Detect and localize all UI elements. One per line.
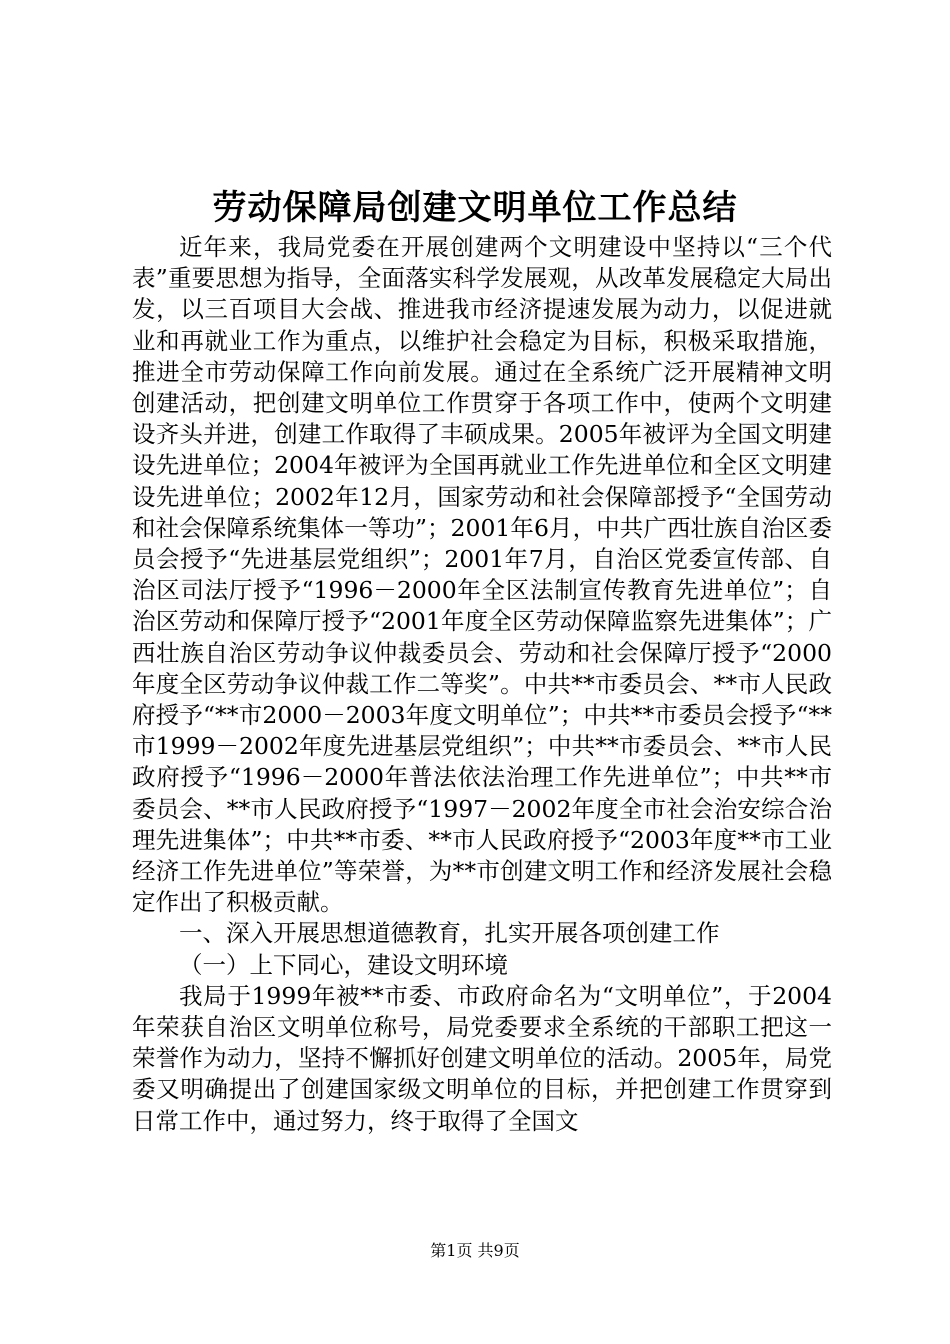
document-title: 劳动保障局创建文明单位工作总结 <box>212 188 738 228</box>
subsection-heading-1: （一）上下同心，建设文明环境 <box>179 950 508 979</box>
paragraph-intro: 近年来，我局党委在开展创建两个文明建设中坚持以“三个代表”重要思想为指导，全面落实科学发展观，从改革发展稳定大局出发，以三百项目大会战、推进我市经济提速发展为动力，以促进就业和再就业工作为重点，以维护社会稳定为目标，积极采取措施，推进全市劳动保障工作向前发展。通过在全系统广泛开展精神文明创建活动，把创建文明单位工作贯穿于各项工作中，使两个文明建设齐头并进，创建工作取得了丰硕成果。2005年被评为全国文明建设先进单位；2004年被评为全国再就业工作先进单位和全区文明建设先进单位；2002年12月，国家劳动和社会保障部授予“全国劳动和社会保障系统集体一等功”；2001年6月，中共广西壮族自治区委员会授予“先进基层党组织”；2001年7月，自治区党委宣传部、自治区司法厅授予“1996－2000年全区法制宣传教育先进单位”；自治区劳动和保障厅授予“2001年度全区劳动保障监察先进集体”；广西壮族自治区劳动争议仲裁委员会、劳动和社会保障厅授予“2000年度全区劳动争议仲裁工作二等奖”。中共**市委员会、**市人民政府授予“**市2000－2003年度文明单位”；中共**市委员会授予“**市1999－2002年度先进基层党组织”；中共**市委员会、**市人民政府授予“1996－2000年普法依法治理工作先进单位”；中共**市委员会、**市人民政府授予“1997－2002年度全市社会治安综合治理先进集体”；中共**市委、**市人民政府授予“2003年度**市工业经济工作先进单位”等荣誉，为**市创建文明工作和经济发展社会稳定作出了积极贡献。 <box>132 233 832 917</box>
document-body <box>132 232 832 1137</box>
page-number-footer: 第1页 共9页 <box>430 1241 520 1260</box>
section-heading-1: 一、深入开展思想道德教育，扎实开展各项创建工作 <box>179 919 720 948</box>
paragraph-section-1: 我局于1999年被**市委、市政府命名为“文明单位”，于2004年荣获自治区文明单位称号，局党委要求全系统的干部职工把这一荣誉作为动力，坚持不懈抓好创建文明单位的活动。2005年，局党委又明确提出了创建国家级文明单位的目标，并把创建工作贯穿到日常工作中，通过努力，终于取得了全国文 <box>132 981 832 1135</box>
